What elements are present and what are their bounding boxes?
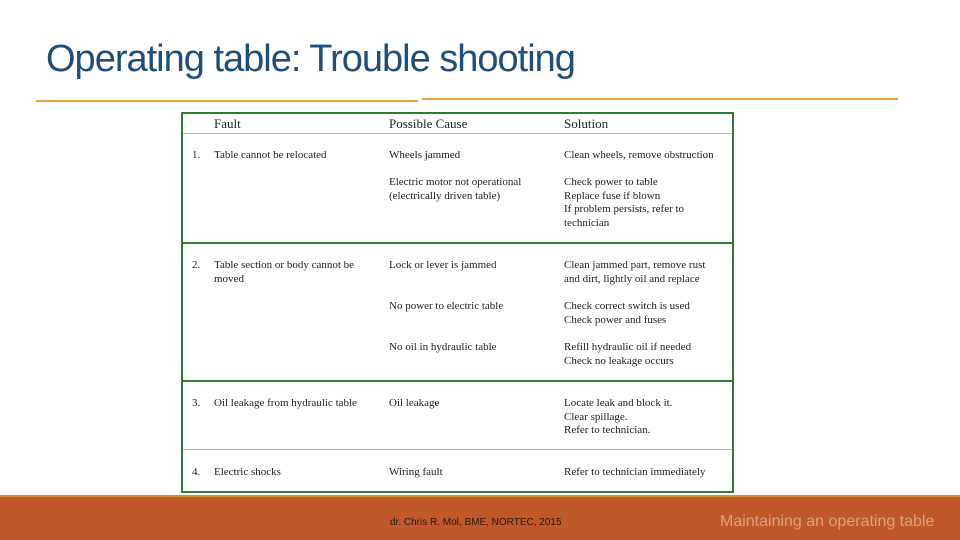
cause-text: Lock or lever is jammed [389, 259, 497, 271]
row-number: 4. [192, 466, 201, 478]
header-cause: Possible Cause [389, 116, 468, 131]
cause-text: No power to electric table [389, 300, 504, 312]
solution-text: Clean jammed part, remove rust [564, 259, 706, 271]
cause-text: (electrically driven table) [389, 189, 501, 202]
solution-text: Clean wheels, remove obstruction [564, 149, 714, 161]
cause-text: Wiring fault [389, 466, 443, 478]
solution-text: and dirt, lightly oil and replace [564, 272, 700, 285]
solution-text: Check no leakage occurs [564, 354, 674, 367]
solution-text: Check correct switch is used [564, 300, 690, 312]
cause-text: No oil in hydraulic table [389, 341, 497, 353]
row-number: 1. [192, 149, 201, 161]
row-divider [183, 380, 732, 382]
title-underline-right [422, 98, 898, 100]
footer-topic: Maintaining an operating table [720, 513, 935, 530]
solution-text: Refer to technician. [564, 424, 651, 436]
solution-text: Replace fuse if blown [564, 189, 661, 202]
title-underline-left [36, 100, 418, 102]
cause-text: Electric motor not operational [389, 176, 522, 188]
fault-text: Electric shocks [214, 466, 281, 478]
fault-text: moved [214, 272, 244, 285]
header-fault: Fault [214, 116, 241, 131]
row-divider [183, 242, 732, 244]
slide-title: Operating table: Trouble shooting [46, 38, 575, 80]
cause-text: Wheels jammed [389, 149, 461, 161]
fault-text: Table cannot be relocated [214, 149, 327, 161]
footer-credit: dr. Chris R. Mol, BME, NORTEC, 2015 [390, 517, 562, 528]
solution-text: If problem persists, refer to [564, 203, 685, 215]
solution-text: Check power to table [564, 176, 658, 188]
solution-text: Clear spillage. [564, 410, 628, 423]
troubleshooting-table [181, 112, 734, 493]
row-number: 3. [192, 397, 201, 409]
row-number: 2. [192, 259, 201, 271]
solution-text: Refer to technician immediately [564, 466, 706, 478]
fault-text: Oil leakage from hydraulic table [214, 397, 357, 409]
header-solution: Solution [564, 116, 609, 131]
solution-text: Check power and fuses [564, 313, 667, 326]
solution-text: technician [564, 216, 610, 229]
header-divider [183, 133, 732, 134]
fault-text: Table section or body cannot be [214, 259, 355, 271]
solution-text: Refill hydraulic oil if needed [564, 341, 692, 353]
solution-text: Locate leak and block it. [564, 397, 673, 409]
row-divider [183, 449, 732, 450]
cause-text: Oil leakage [389, 397, 440, 409]
